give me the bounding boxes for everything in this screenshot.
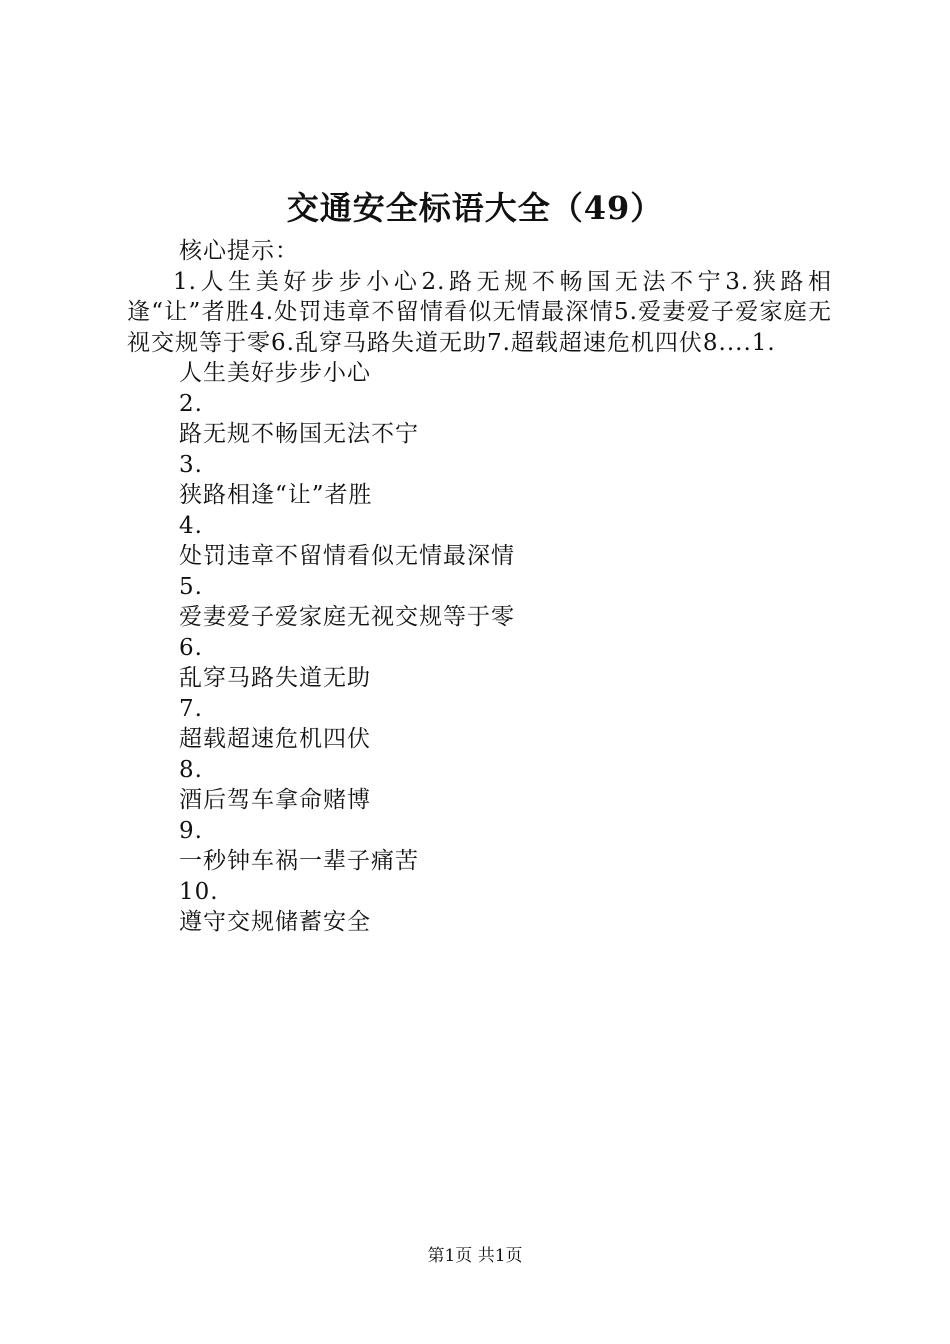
slogan-text: 酒后驾车拿命赌博 <box>179 787 371 813</box>
slogan-number: 10. <box>179 878 219 905</box>
slogan-text: 超载超速危机四伏 <box>179 726 371 752</box>
slogan-number: 6. <box>179 634 203 661</box>
slogan-text: 人生美好步步小心 <box>179 360 371 386</box>
slogan-item-9 <box>127 816 832 877</box>
slogan-number: 7. <box>179 695 203 722</box>
slogan-item-4 <box>127 511 832 572</box>
slogan-number: 9. <box>179 817 203 844</box>
slogan-number: 5. <box>179 573 203 600</box>
document-body <box>127 236 832 938</box>
slogan-item-2 <box>127 389 832 450</box>
hint-label: 核心提示： <box>179 238 299 264</box>
slogan-text: 路无规不畅国无法不宁 <box>179 421 419 447</box>
slogan-text: 一秒钟车祸一辈子痛苦 <box>179 848 419 874</box>
slogan-item-7 <box>127 694 832 755</box>
summary-paragraph: 1.人生美好步步小心2.路无规不畅国无法不宁3.狭路相逢“让”者胜4.处罚违章不留情看似无情最深情5.爱妻爱子爱家庭无视交规等于零6.乱穿马路失道无助7.超载超速危机四伏8....1. <box>127 268 832 356</box>
document-title: 交通安全标语大全（49） <box>286 189 664 227</box>
slogan-item-6 <box>127 633 832 694</box>
slogan-text: 处罚违章不留情看似无情最深情 <box>179 543 515 569</box>
slogan-text: 爱妻爱子爱家庭无视交规等于零 <box>179 604 515 630</box>
page-footer: 第1页 共1页 <box>427 1246 523 1266</box>
slogan-item-10 <box>127 877 832 938</box>
slogan-text: 遵守交规储蓄安全 <box>179 909 371 935</box>
slogan-number: 3. <box>179 451 203 478</box>
slogan-number: 8. <box>179 756 203 783</box>
slogan-number: 4. <box>179 512 203 539</box>
slogan-text: 狭路相逢“让”者胜 <box>179 482 373 508</box>
slogan-item-1 <box>127 358 832 389</box>
slogan-text: 乱穿马路失道无助 <box>179 665 371 691</box>
slogan-item-5 <box>127 572 832 633</box>
slogan-item-3 <box>127 450 832 511</box>
slogan-number: 2. <box>179 390 203 417</box>
slogan-item-8 <box>127 755 832 816</box>
